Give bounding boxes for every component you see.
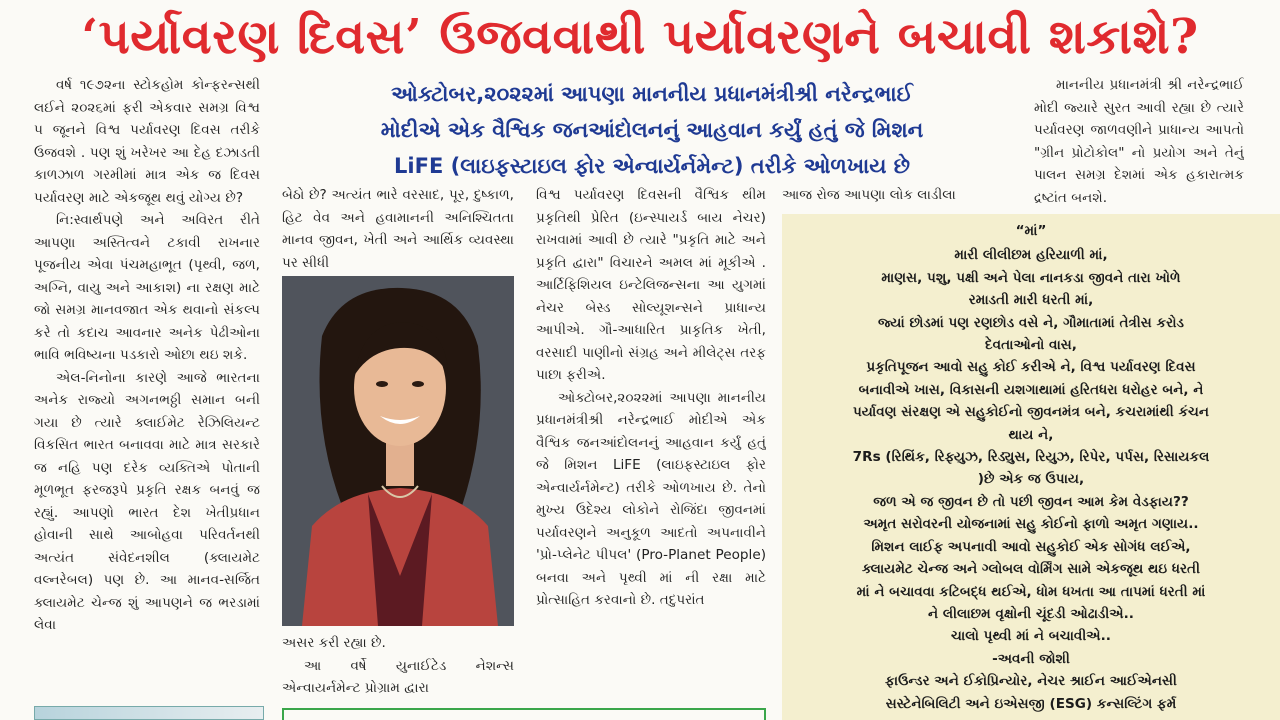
poem-line: મારી લીલીછમ હરિયાળી માં, [954,247,1108,264]
poem-author-title: સસ્ટેનેબિલિટી અને ઇએસજી (ESG) કન્સલ્ટિંગ ફર્મ [885,695,1177,712]
poem-title: “માં” [1015,223,1047,239]
paragraph: વર્ષ ૧૯૭૨ના સ્ટોકહોમ કોન્ફરન્સથી લઈને ૨૦૨૬માં ફરી એકવાર સમગ્ર વિશ્વ ૫ જૂનને વિશ્વ પર્યાવરણ દિવસ તરીકે ઉજવશે . પણ શું ખરેખર આ દેહ દઝાડતી કાળઝાળ ગરમીમાં માત્ર એક જ દિવસ પર્યાવરણ માટે એકજૂથ થવું યોગ્ય છે? [34,77,260,206]
poem-line: રમાડતી મારી ધરતી માં, [968,292,1094,309]
poem-line: અમૃત સરોવરની યોજનામાં સહુ કોઈનો ફાળો અમૃત ગણાય.. [863,516,1199,533]
poem-author: -અવની જોશી [992,650,1070,667]
headline: ‘પર્યાવરણ દિવસ’ ઉજવવાથી પર્યાવરણને બચાવી શકાશે? [81,9,1199,65]
poem-line: મિશન લાઈફ અપનાવી આવો સહુકોઈ એક સોગંધ લઈએ, [871,538,1191,555]
paragraph: માનનીય પ્રધાનમંત્રી શ્રી નરેન્દ્રભાઈ મોદી જ્યારે સુરત આવી રહ્યા છે ત્યારે પર્યાવરણ જાળવણીને પ્રાધાન્ય આપતો "ગ્રીન પ્રોટોકોલ" નો પ્રયોગ અને તેનું પાલન સમગ્ર દેશમાં એક હકારાત્મક દ્રષ્ટાંત બનશે. [1034,77,1244,206]
poem-line: થાય ને, [1008,426,1054,443]
portrait-illustration [282,276,514,626]
subheading-line: મોદીએ એક વૈશ્વિક જનઆંદોલનનું આહવાન કર્યું હતું જે મિશન [380,118,924,142]
poem-line: માં ને બચાવવા કટિબદ્ધ થઈએ, ધોમ ધખતા આ તાપમાં ધરતી માં [856,583,1206,600]
subheading [282,76,1022,184]
column-3 [536,184,766,704]
paragraph: બેઠો છે? અત્યંત ભારે વરસાદ, પૂર, દુષ્કાળ, હિટ વેવ અને હવામાનની અનિશ્ચિતતા માનવ જીવન, ખેતી અને આર્થિક વ્યવસ્થા પર સીધી [282,187,514,271]
subheading-line: LiFE (લાઇફસ્ટાઇલ ફોર એન્વાર્યર્નમેન્ટ) તરીકે ઓળખાય છે [394,154,910,178]
column-4-right [1034,74,1244,212]
poem-line: જ્યાં છોડમાં પણ રણછોડ વસે ને, ગૌમાતામાં તેત્રીસ કરોડ [878,314,1184,331]
poem-line: ને લીલાછમ વૃક્ષોની ચૂંદડી ઓઢાડીએ.. [928,605,1134,622]
poem-line: ક્લાયમેટ ચેન્જ અને ગ્લોબલ વોર્મિંગ સામે એકજૂથ થઇ ધરતી [862,561,1200,578]
poem-line: જળ એ જ જીવન છે તો પછી જીવન આમ કેમ વેડફાય?? [873,493,1189,510]
paragraph: ઓક્ટોબર,૨૦૨૨માં આપણા માનનીય પ્રધાનમંત્રીશ્રી નરેન્દ્રભાઈ મોદીએ એક વૈશ્વિક જનઆંદોલનનું આહવાન કર્યું હતું જે મિશન LiFE (લાઇફસ્ટાઇલ ફોર એન્વાર્યર્નમેન્ટ) તરીકે ઓળખાય છે. તેનો મુખ્ય ઉદેશ્ય લોકોને રોજિંદા જીવનમાં પર્યાવરણને અનુકૂળ આદતો અપનાવીને 'પ્રો-પ્લેનેટ પીપલ' (Pro-Planet People) બનવા અને પૃથ્વી માં ની રક્ષા માટે પ્રોત્સાહિત કરવાનો છે. તદુપરાંત [536,389,766,608]
column-2-top [282,184,514,274]
poem-line: પર્યાવણ સંરક્ષણ એ સહુકોઈનો જીવનમંત્ર બને, કચરામાંથી કંચન [852,404,1210,421]
column-4-top [782,184,1014,206]
poem-author-title: ફાઉન્ડર અને ઈકોપ્રિન્યોર, નેચર શ્રાઈન આઈએનસી [885,673,1177,690]
paragraph: અસર કરી રહ્યા છે. [282,635,386,651]
poem [796,220,1266,715]
paragraph: આજ રોજ આપણા લોક લાડીલા [782,187,956,203]
next-article-box [282,708,766,720]
column-2-bottom [282,632,514,702]
poem-line: )છે એક જ ઉપાય, [977,471,1085,488]
poem-line: બનાવીએ ખાસ, વિકાસની યશગાથામાં હરિતધરા ધરોહર બને, ને [858,381,1204,398]
subheading-line: ઓક્ટોબર,૨૦૨૨માં આપણા માનનીય પ્રધાનમંત્રીશ્રી નરેન્દ્રભાઈ [391,82,913,106]
poem-line: ચાલો પૃથ્વી માં ને બચાવીએ.. [951,628,1111,645]
paragraph: આ વર્ષે યુનાઈટેડ નેશન્સ એન્વાયર્નમેન્ટ પ્રોગ્રામ દ્વારા [282,657,514,696]
poem-line: માણસ, પશુ, પક્ષી અને પેલા નાનકડા જીવને તારા ખોળે [881,269,1181,286]
paragraph: નિ:સ્વાર્થપણે અને અવિરત રીતે આપણા અસ્તિત્વને ટકાવી રાખનાર પૂજનીય એવા પંચમહાભૂત (પૃથ્વી, જળ, અગ્નિ, વાયુ અને આકાશ) ના રક્ષણ માટે જો સમગ્ર માનવજાત એક થવાનો સંકલ્પ કરે તો કદાચ આવનાર અનેક પેઢીઓના ભાવિ ભવિષ્યના પડકારો ઓછા થઇ શકે. [34,212,260,363]
paragraph: વિશ્વ પર્યાવરણ દિવસની વૈશ્વિક થીમ પ્રકૃતિથી પ્રેરિત (ઇન્સ્પાયર્ડ બાય નેચર) રાખવામાં આવી છે ત્યારે "પ્રકૃતિ માટે અને પ્રકૃતિ દ્વારા" વિચારને અમલ માં મૂકીએ . આર્ટિફિશિયલ ઇન્ટેલિજન્સના આ યુગમાં નેચર બેસ્ડ સોલ્યૂશન્સને પ્રાધાન્ય આપીએ. ગૌ-આધારિત પ્રાકૃતિક ખેતી, વરસાદી પાણીનો સંગ્રહ અને મીલેટ્સ તરફ પાછા ફરીએ. [536,187,766,383]
poem-line: દેવતાઓનો વાસ, [985,337,1077,354]
poem-line: પ્રકૃતિપૂજન આવો સહુ કોઈ કરીએ ને, વિશ્વ પર્યાવરણ દિવસ [866,359,1196,376]
next-article-image [34,706,264,720]
column-1 [34,74,260,694]
author-photo [282,276,514,626]
poem-line: 7Rs (રિથિંક, રિફ્યુઝ, રિડ્યુસ, રિયુઝ, રિપેર, પર્પસ, રિસાયકલ [852,449,1210,466]
paragraph: એલ-નિનોના કારણે આજે ભારતના અનેક રાજ્યો અગનભઠ્ઠી સમાન બની ગયા છે ત્યારે ક્લાઈમેટ રેઝિલિયન્ટ વિકસિત ભારત બનાવવા માટે માત્ર સરકારે જ નહિ પણ દરેક વ્યક્તિએ પોતાની મૂળભૂત ફરજરૂપે પ્રકૃતિ રક્ષક બનવું જ રહ્યું. આપણો ભારત દેશ ખેતીપ્રધાન હોવાની સાથે આબોહવા પરિવર્તનથી અત્યંત સંવેદનશીલ (ક્લાયમેટ વલ્નરેબલ) પણ છે. આ માનવ-સર્જિત ક્લાયમેટ ચેન્જ શું આપણને જ ભરડામાં લેવા [34,369,260,633]
